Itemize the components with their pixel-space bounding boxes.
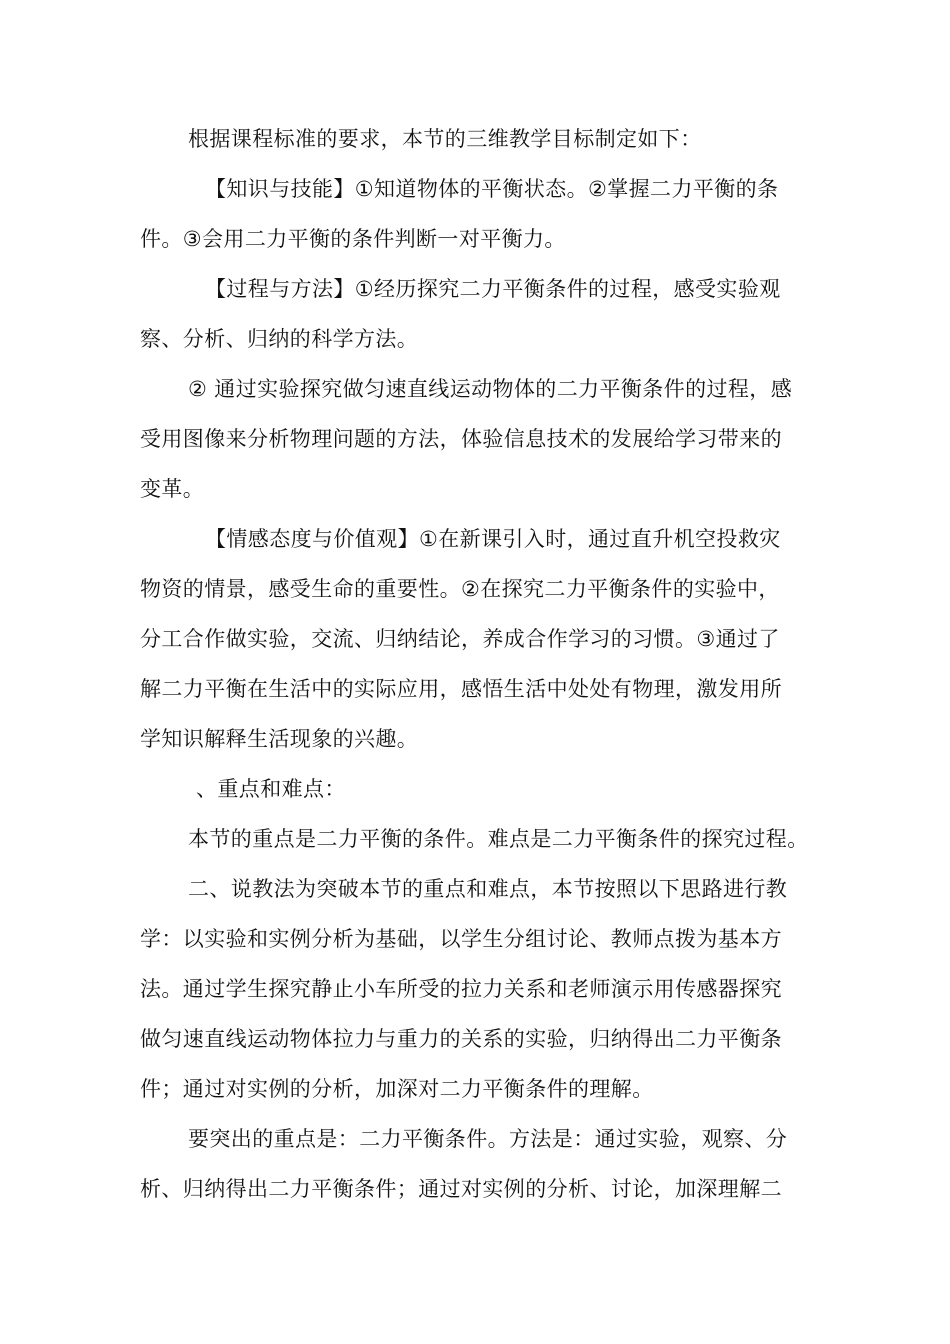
text-line: 【情感态度与价值观】①在新课引入时，通过直升机空投救灾 bbox=[205, 527, 781, 551]
text-line: 察、分析、归纳的科学方法。 bbox=[140, 327, 419, 351]
text-line: 根据课程标准的要求，本节的三维教学目标制定如下： bbox=[188, 127, 702, 151]
text-line: 学：以实验和实例分析为基础，以学生分组讨论、教师点拨为基本方 bbox=[140, 927, 782, 951]
text-line: 做匀速直线运动物体拉力与重力的关系的实验，归纳得出二力平衡条 bbox=[140, 1027, 782, 1051]
text-line: ② 通过实验探究做匀速直线运动物体的二力平衡条件的过程，感 bbox=[188, 377, 793, 401]
text-line: 分工合作做实验，交流、归纳结论，养成合作学习的习惯。③通过了 bbox=[140, 627, 780, 651]
text-line: 法。通过学生探究静止小车所受的拉力关系和老师演示用传感器探究 bbox=[140, 977, 782, 1001]
text-line: 物资的情景，感受生命的重要性。②在探究二力平衡条件的实验中， bbox=[140, 577, 780, 601]
text-line: 受用图像来分析物理问题的方法，体验信息技术的发展给学习带来的 bbox=[140, 427, 782, 451]
text-line: 件；通过对实例的分析，加深对二力平衡条件的理解。 bbox=[140, 1077, 654, 1101]
text-line: 【知识与技能】①知道物体的平衡状态。②掌握二力平衡的条 bbox=[205, 177, 779, 201]
text-line: 件。③会用二力平衡的条件判断一对平衡力。 bbox=[140, 227, 566, 251]
section-heading: 、重点和难点： bbox=[196, 777, 346, 801]
text-line: 析、归纳得出二力平衡条件；通过对实例的分析、讨论，加深理解二 bbox=[140, 1177, 782, 1201]
text-line: 二、说教法为突破本节的重点和难点，本节按照以下思路进行教 bbox=[188, 877, 788, 901]
text-line: 要突出的重点是：二力平衡条件。方法是：通过实验，观察、分 bbox=[188, 1127, 788, 1151]
text-line: 学知识解释生活现象的兴趣。 bbox=[140, 727, 419, 751]
text-line: 本节的重点是二力平衡的条件。难点是二力平衡条件的探究过程。 bbox=[188, 827, 809, 851]
text-line: 解二力平衡在生活中的实际应用，感悟生活中处处有物理，激发用所 bbox=[140, 677, 782, 701]
text-line: 【过程与方法】①经历探究二力平衡条件的过程，感受实验观 bbox=[205, 277, 781, 301]
text-line: 变革。 bbox=[140, 477, 205, 501]
